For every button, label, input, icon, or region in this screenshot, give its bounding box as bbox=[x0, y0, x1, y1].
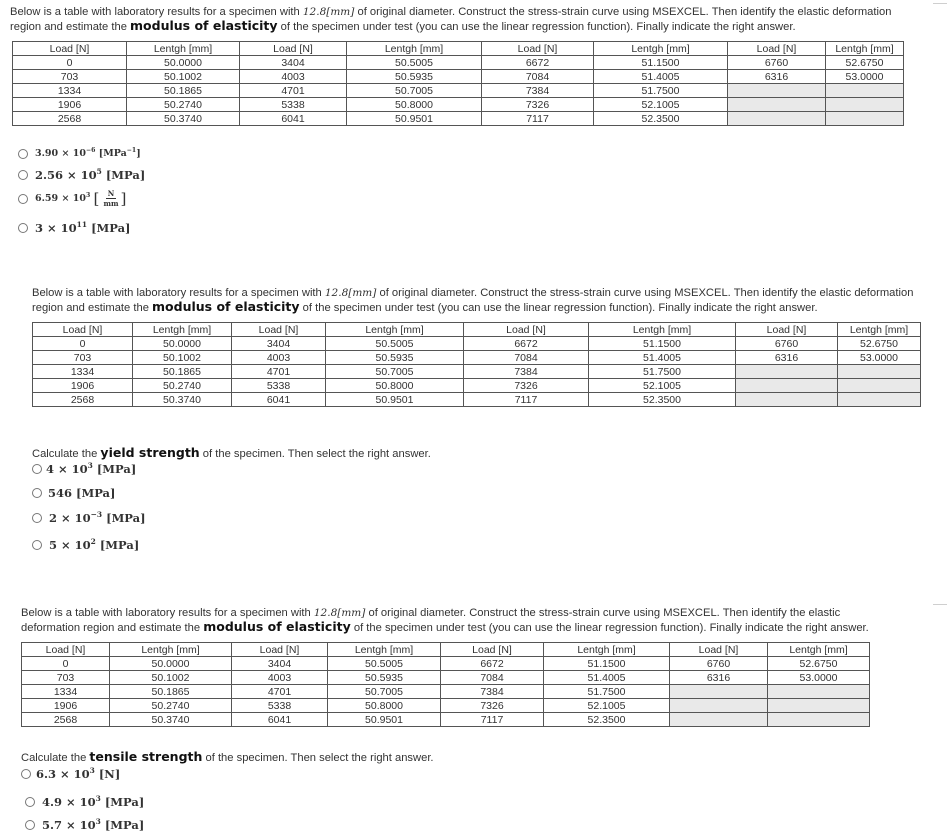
table-cell: 4003 bbox=[240, 70, 347, 84]
table-cell bbox=[838, 365, 921, 379]
radio-button[interactable] bbox=[18, 194, 28, 204]
table-cell: 52.1005 bbox=[544, 699, 670, 713]
diameter: 12.8[mm] bbox=[313, 607, 366, 619]
table-cell: 1906 bbox=[22, 699, 110, 713]
table-cell: 52.1005 bbox=[589, 379, 736, 393]
table-cell: 3404 bbox=[240, 56, 347, 70]
table-cell: 703 bbox=[33, 351, 133, 365]
intro-part1: Below is a table with laboratory results for a specimen with bbox=[21, 607, 314, 619]
q2-option-3[interactable] bbox=[32, 511, 146, 525]
table-cell: 52.1005 bbox=[594, 98, 728, 112]
table-cell: 703 bbox=[13, 70, 127, 84]
table-cell: 53.0000 bbox=[768, 671, 870, 685]
table-cell: 50.0000 bbox=[110, 657, 232, 671]
table-cell bbox=[826, 112, 904, 126]
intro-text-3 bbox=[21, 607, 871, 635]
table-row bbox=[13, 70, 904, 84]
table-cell: 5338 bbox=[232, 699, 328, 713]
table-row bbox=[33, 393, 921, 407]
column-header: Load [N] bbox=[22, 643, 110, 657]
table-cell: 50.1865 bbox=[127, 84, 240, 98]
table-cell: 52.6750 bbox=[826, 56, 904, 70]
table-cell: 7084 bbox=[482, 70, 594, 84]
table-cell: 52.3500 bbox=[544, 713, 670, 727]
table-cell: 50.5005 bbox=[328, 657, 441, 671]
table-cell: 7384 bbox=[441, 685, 544, 699]
table-cell: 50.3740 bbox=[110, 713, 232, 727]
intro-part2: of original diameter. Construct the stress-strain curve using MSEXCEL. Then identify the elastic deformation region and estimate the bbox=[32, 287, 914, 314]
q2-option-4[interactable] bbox=[32, 538, 139, 552]
diameter: 12.8[mm] bbox=[324, 287, 377, 299]
table-cell: 50.3740 bbox=[133, 393, 232, 407]
radio-button[interactable] bbox=[25, 797, 35, 807]
table-cell: 50.9501 bbox=[326, 393, 464, 407]
table-cell: 7384 bbox=[464, 365, 589, 379]
diameter: 12.8[mm] bbox=[302, 6, 355, 18]
table-cell: 50.0000 bbox=[127, 56, 240, 70]
table-cell: 7326 bbox=[441, 699, 544, 713]
column-header: Load [N] bbox=[441, 643, 544, 657]
option-text: $5 \times 10^2$ [MPa] bbox=[49, 537, 140, 552]
column-header: Load [N] bbox=[464, 323, 589, 337]
table-cell bbox=[670, 713, 768, 727]
table-cell bbox=[826, 98, 904, 112]
q3-question: Calculate the tensile strength of the specimen. Then select the right answer. bbox=[21, 749, 434, 764]
radio-button[interactable] bbox=[32, 464, 42, 474]
intro-bold: modulus of elasticity bbox=[152, 299, 300, 314]
table-cell bbox=[768, 713, 870, 727]
table-cell: 6316 bbox=[736, 351, 838, 365]
table-cell: 4003 bbox=[232, 671, 328, 685]
table-row bbox=[13, 56, 904, 70]
intro-part1: Below is a table with laboratory results for a specimen with bbox=[10, 6, 303, 18]
table-cell: 51.4005 bbox=[589, 351, 736, 365]
table-cell: 4701 bbox=[240, 84, 347, 98]
table-cell: 50.5935 bbox=[326, 351, 464, 365]
q3-option-2[interactable] bbox=[25, 795, 144, 809]
column-header: Load [N] bbox=[240, 42, 347, 56]
table-cell: 703 bbox=[22, 671, 110, 685]
option-text: $5.7 \times 10^3$ [MPa] bbox=[42, 817, 145, 832]
table-cell: 50.5935 bbox=[347, 70, 482, 84]
table-cell: 50.7005 bbox=[347, 84, 482, 98]
column-header: Load [N] bbox=[33, 323, 133, 337]
table-cell bbox=[736, 365, 838, 379]
scrollbar-marker bbox=[933, 3, 947, 4]
radio-button[interactable] bbox=[32, 488, 42, 498]
table-cell bbox=[838, 379, 921, 393]
table-cell: 53.0000 bbox=[826, 70, 904, 84]
table-cell: 7084 bbox=[464, 351, 589, 365]
table-cell: 6041 bbox=[232, 393, 326, 407]
intro-part3: of the specimen under test (you can use the linear regression function). Finally indicate the right answer. bbox=[299, 302, 818, 314]
table-cell: 50.5005 bbox=[347, 56, 482, 70]
table-cell: 52.3500 bbox=[589, 393, 736, 407]
table-cell: 52.3500 bbox=[594, 112, 728, 126]
table-cell: 1334 bbox=[22, 685, 110, 699]
column-header: Load [N] bbox=[728, 42, 826, 56]
q1-option-4[interactable] bbox=[18, 221, 130, 235]
intro-text-2 bbox=[32, 287, 927, 315]
table-cell bbox=[670, 685, 768, 699]
table-cell: 5338 bbox=[232, 379, 326, 393]
q2-option-2[interactable] bbox=[32, 486, 115, 500]
table-cell: 50.7005 bbox=[328, 685, 441, 699]
option-text: $2.56 \times 10^5$ [MPa] bbox=[35, 167, 146, 182]
table-cell bbox=[736, 393, 838, 407]
column-header: Load [N] bbox=[13, 42, 127, 56]
table-cell: 51.1500 bbox=[589, 337, 736, 351]
column-header: Load [N] bbox=[736, 323, 838, 337]
intro-part2: of original diameter. Construct the stress-strain curve using MSEXCEL. Then identify the elastic deformation region and estimate the bbox=[10, 6, 892, 33]
table-cell: 52.6750 bbox=[838, 337, 921, 351]
q2-option-1[interactable] bbox=[32, 462, 136, 476]
table-header-row bbox=[33, 323, 921, 337]
radio-button[interactable] bbox=[18, 223, 28, 233]
table-cell bbox=[768, 685, 870, 699]
table-cell: 52.6750 bbox=[768, 657, 870, 671]
q3-option-3[interactable] bbox=[25, 818, 144, 832]
table-cell: 7117 bbox=[482, 112, 594, 126]
table-cell: 5338 bbox=[240, 98, 347, 112]
column-header: Lentgh [mm] bbox=[768, 643, 870, 657]
table-cell: 50.2740 bbox=[133, 379, 232, 393]
lab-table-2 bbox=[32, 322, 921, 407]
option-text: $3.90 \times 10^{-6}$ [MPa$^{-1}$] bbox=[35, 146, 141, 159]
radio-button[interactable] bbox=[21, 769, 31, 779]
table-cell: 51.1500 bbox=[544, 657, 670, 671]
table-cell: 51.7500 bbox=[544, 685, 670, 699]
table-cell: 50.8000 bbox=[328, 699, 441, 713]
table-cell: 50.9501 bbox=[328, 713, 441, 727]
table-cell: 50.8000 bbox=[326, 379, 464, 393]
table-cell: 1906 bbox=[33, 379, 133, 393]
table-cell: 2568 bbox=[13, 112, 127, 126]
table-cell: 1334 bbox=[13, 84, 127, 98]
table-cell: 50.1002 bbox=[127, 70, 240, 84]
table-cell: 51.4005 bbox=[544, 671, 670, 685]
table-header-row bbox=[22, 643, 870, 657]
table-cell: 2568 bbox=[22, 713, 110, 727]
column-header: Load [N] bbox=[232, 323, 326, 337]
option-text: $4 \times 10^3$ [MPa] bbox=[46, 461, 137, 476]
table-row bbox=[13, 112, 904, 126]
column-header: Lentgh [mm] bbox=[110, 643, 232, 657]
radio-button[interactable] bbox=[18, 149, 28, 159]
intro-part2: of original diameter. Construct the stress-strain curve using MSEXCEL. Then identify the elastic deformation region and estimate the bbox=[21, 607, 841, 634]
table-cell: 6316 bbox=[728, 70, 826, 84]
table-cell: 2568 bbox=[33, 393, 133, 407]
table-cell: 1906 bbox=[13, 98, 127, 112]
table-cell: 7326 bbox=[482, 98, 594, 112]
table-row bbox=[33, 337, 921, 351]
table-cell: 50.5935 bbox=[328, 671, 441, 685]
column-header: Load [N] bbox=[232, 643, 328, 657]
table-cell: 50.1865 bbox=[110, 685, 232, 699]
column-header: Lentgh [mm] bbox=[838, 323, 921, 337]
table-cell: 51.4005 bbox=[594, 70, 728, 84]
column-header: Lentgh [mm] bbox=[347, 42, 482, 56]
table-cell: 4003 bbox=[232, 351, 326, 365]
table-header-row bbox=[13, 42, 904, 56]
table-cell: 50.5005 bbox=[326, 337, 464, 351]
table-cell bbox=[670, 699, 768, 713]
table-cell: 4701 bbox=[232, 685, 328, 699]
option-text: $4.9 \times 10^3$ [MPa] bbox=[42, 794, 145, 809]
column-header: Lentgh [mm] bbox=[326, 323, 464, 337]
intro-part1: Below is a table with laboratory results for a specimen with bbox=[32, 287, 325, 299]
q3-option-1[interactable] bbox=[21, 767, 120, 781]
option-text: 546 [MPa] bbox=[48, 486, 116, 500]
table-cell: 53.0000 bbox=[838, 351, 921, 365]
table-row bbox=[22, 657, 870, 671]
table-cell: 7384 bbox=[482, 84, 594, 98]
table-cell: 7117 bbox=[441, 713, 544, 727]
column-header: Lentgh [mm] bbox=[594, 42, 728, 56]
table-cell: 6760 bbox=[728, 56, 826, 70]
table-cell bbox=[728, 84, 826, 98]
table-cell: 6672 bbox=[441, 657, 544, 671]
table-cell bbox=[736, 379, 838, 393]
table-cell: 50.1865 bbox=[133, 365, 232, 379]
radio-button[interactable] bbox=[32, 540, 42, 550]
table-cell: 50.2740 bbox=[127, 98, 240, 112]
table-row bbox=[33, 379, 921, 393]
table-cell bbox=[728, 98, 826, 112]
table-cell: 7084 bbox=[441, 671, 544, 685]
table-row bbox=[22, 671, 870, 685]
column-header: Load [N] bbox=[670, 643, 768, 657]
intro-bold: modulus of elasticity bbox=[130, 18, 278, 33]
table-cell: 50.1002 bbox=[110, 671, 232, 685]
lab-table-3 bbox=[21, 642, 870, 727]
option-text: $6.59 \times 10^3$ [ $\frac{N}{mm}$ ] bbox=[35, 189, 127, 208]
table-row bbox=[22, 685, 870, 699]
column-header: Lentgh [mm] bbox=[826, 42, 904, 56]
table-cell bbox=[826, 84, 904, 98]
scrollbar-marker bbox=[933, 604, 947, 605]
table-cell: 51.1500 bbox=[594, 56, 728, 70]
table-cell: 0 bbox=[22, 657, 110, 671]
table-cell bbox=[728, 112, 826, 126]
column-header: Lentgh [mm] bbox=[589, 323, 736, 337]
table-cell: 3404 bbox=[232, 657, 328, 671]
table-cell: 4701 bbox=[232, 365, 326, 379]
column-header: Lentgh [mm] bbox=[133, 323, 232, 337]
table-cell: 6041 bbox=[232, 713, 328, 727]
table-row bbox=[33, 365, 921, 379]
radio-button[interactable] bbox=[25, 820, 35, 830]
table-cell: 7326 bbox=[464, 379, 589, 393]
option-text: $3 \times 10^{11}$ [MPa] bbox=[35, 220, 131, 235]
table-cell: 50.9501 bbox=[347, 112, 482, 126]
q1-option-3[interactable] bbox=[18, 189, 126, 208]
table-cell: 6760 bbox=[736, 337, 838, 351]
table-cell: 0 bbox=[13, 56, 127, 70]
q1-option-2[interactable] bbox=[18, 168, 145, 182]
intro-text-1 bbox=[10, 6, 910, 34]
table-row bbox=[22, 713, 870, 727]
table-cell: 51.7500 bbox=[589, 365, 736, 379]
table-cell: 50.2740 bbox=[110, 699, 232, 713]
table-cell: 6041 bbox=[240, 112, 347, 126]
table-cell: 7117 bbox=[464, 393, 589, 407]
table-row bbox=[22, 699, 870, 713]
intro-part3: of the specimen under test (you can use the linear regression function). Finally indicate the right answer. bbox=[350, 622, 869, 634]
radio-button[interactable] bbox=[32, 513, 42, 523]
table-row bbox=[13, 98, 904, 112]
column-header: Lentgh [mm] bbox=[127, 42, 240, 56]
lab-table-1 bbox=[12, 41, 904, 126]
table-cell: 50.3740 bbox=[127, 112, 240, 126]
table-cell: 6316 bbox=[670, 671, 768, 685]
table-cell: 6672 bbox=[482, 56, 594, 70]
table-cell: 50.7005 bbox=[326, 365, 464, 379]
table-cell: 50.8000 bbox=[347, 98, 482, 112]
q2-question: Calculate the yield strength of the specimen. Then select the right answer. bbox=[32, 445, 431, 460]
table-cell bbox=[838, 393, 921, 407]
table-cell bbox=[768, 699, 870, 713]
intro-bold: modulus of elasticity bbox=[203, 619, 351, 634]
table-cell: 51.7500 bbox=[594, 84, 728, 98]
column-header: Lentgh [mm] bbox=[544, 643, 670, 657]
table-cell: 6760 bbox=[670, 657, 768, 671]
table-cell: 50.0000 bbox=[133, 337, 232, 351]
table-row bbox=[13, 84, 904, 98]
intro-part3: of the specimen under test (you can use the linear regression function). Finally indicate the right answer. bbox=[277, 21, 796, 33]
column-header: Lentgh [mm] bbox=[328, 643, 441, 657]
table-cell: 1334 bbox=[33, 365, 133, 379]
column-header: Load [N] bbox=[482, 42, 594, 56]
option-text: $6.3 \times 10^3$ [N] bbox=[36, 766, 121, 781]
table-cell: 6672 bbox=[464, 337, 589, 351]
table-cell: 50.1002 bbox=[133, 351, 232, 365]
q1-option-1[interactable] bbox=[18, 148, 141, 159]
table-row bbox=[33, 351, 921, 365]
table-cell: 0 bbox=[33, 337, 133, 351]
radio-button[interactable] bbox=[18, 170, 28, 180]
table-cell: 3404 bbox=[232, 337, 326, 351]
option-text: $2 \times 10^{-3}$ [MPa] bbox=[49, 510, 146, 525]
